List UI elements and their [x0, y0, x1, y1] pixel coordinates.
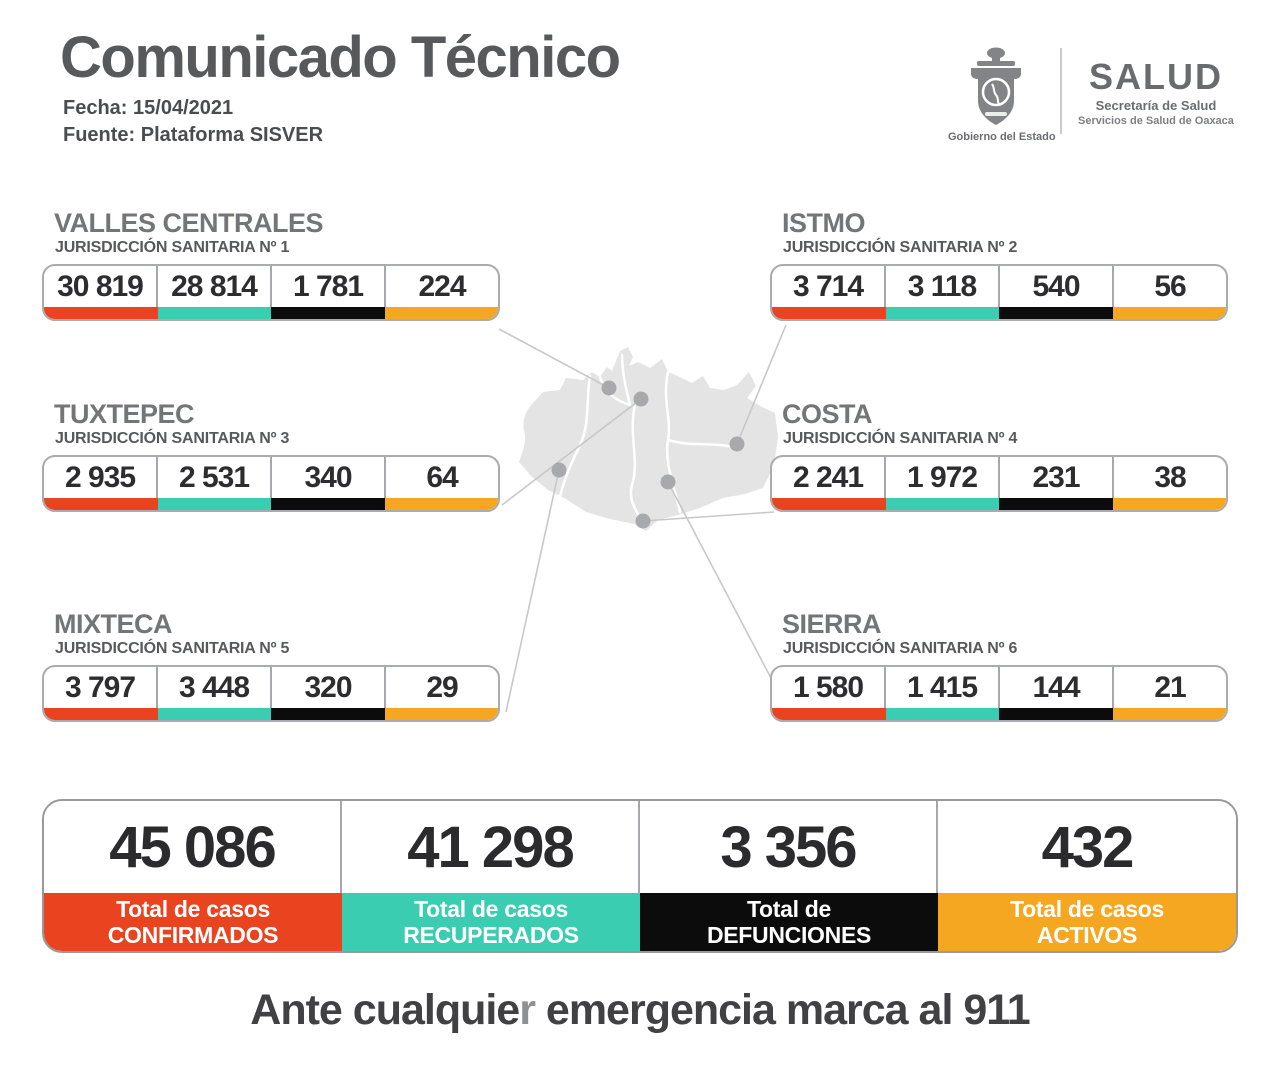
stats-row — [44, 457, 498, 498]
confirmed-total-label: Total de casos CONFIRMADOS — [44, 893, 342, 951]
active-count: 64 — [384, 457, 498, 498]
active-count: 21 — [1112, 667, 1226, 708]
region-jurisdiction: JURISDICCIÓN SANITARIA Nº 4 — [783, 430, 1018, 447]
stats-row — [772, 667, 1226, 708]
category-color-strip — [44, 498, 498, 510]
region-name: ISTMO — [782, 208, 865, 238]
region-istmo — [770, 208, 1228, 321]
region-name: SIERRA — [782, 609, 882, 639]
region-stats-card — [770, 665, 1228, 722]
region-jurisdiction: JURISDICCIÓN SANITARIA Nº 2 — [783, 239, 1018, 256]
region-jurisdiction: JURISDICCIÓN SANITARIA Nº 3 — [55, 430, 290, 447]
category-color-strip — [772, 498, 1226, 510]
state-crest-block — [948, 46, 1056, 143]
salud-tagline-2: Servicios de Salud de Oaxaca — [1078, 115, 1234, 127]
category-color-strip — [772, 708, 1226, 720]
region-jurisdiction: JURISDICCIÓN SANITARIA Nº 6 — [783, 640, 1018, 657]
confirmed-count: 30 819 — [57, 269, 143, 303]
region-name: TUXTEPEC — [54, 399, 195, 429]
category-color-strip — [44, 307, 498, 319]
region-name: VALLES CENTRALES — [54, 208, 324, 238]
region-jurisdiction: JURISDICCIÓN SANITARIA Nº 5 — [55, 640, 290, 657]
recovered-count: 1 972 — [884, 457, 998, 498]
confirmed-count: 2 241 — [792, 460, 864, 494]
salud-logo — [948, 46, 1234, 143]
region-stats-card — [770, 455, 1228, 512]
active-total-label: Total de casos ACTIVOS — [938, 893, 1236, 951]
logo-divider — [1060, 48, 1062, 134]
recovered-total-value: 41 298 — [342, 801, 640, 893]
region-stats-card — [42, 455, 500, 512]
salud-name: SALUD — [1088, 56, 1223, 97]
active-count: 38 — [1112, 457, 1226, 498]
header-meta — [63, 95, 323, 149]
category-color-strip — [772, 307, 1226, 319]
confirmed-count: 1 580 — [792, 670, 864, 704]
recovered-total-label: Total de casos RECUPERADOS — [342, 893, 640, 951]
stats-row — [44, 266, 498, 307]
deaths-total-value: 3 356 — [640, 801, 938, 893]
active-count: 56 — [1112, 266, 1226, 307]
stats-row — [772, 457, 1226, 498]
date-label: Fecha: 15/04/2021 — [63, 97, 234, 119]
deaths-count: 340 — [270, 457, 384, 498]
confirmed-count: 2 935 — [64, 460, 136, 494]
region-sierra — [770, 609, 1228, 722]
statewide-totals-card — [42, 799, 1238, 953]
region-valles-centrales — [42, 208, 500, 321]
region-mixteca — [42, 609, 500, 722]
active-count: 29 — [384, 667, 498, 708]
recovered-count: 28 814 — [156, 266, 270, 307]
region-name: MIXTECA — [54, 609, 172, 639]
deaths-total-label: Total de DEFUNCIONES — [640, 893, 938, 951]
deaths-count: 1 781 — [270, 266, 384, 307]
salud-tagline-1: Secretaría de Salud — [1095, 98, 1217, 113]
recovered-count: 3 118 — [884, 266, 998, 307]
page-title: Comunicado Técnico — [60, 25, 620, 90]
region-name: COSTA — [782, 399, 872, 429]
stats-row — [772, 266, 1226, 307]
active-total-value: 432 — [938, 801, 1236, 893]
confirmed-count: 3 797 — [64, 670, 136, 704]
emergency-message: Ante cualquier emergencia marca al 911 — [250, 986, 1030, 1034]
region-stats-card — [42, 665, 500, 722]
oaxaca-state-crest-icon — [965, 46, 1027, 128]
deaths-count: 144 — [998, 667, 1112, 708]
stats-row — [44, 667, 498, 708]
active-count: 224 — [384, 266, 498, 307]
confirmed-count: 3 714 — [792, 269, 864, 303]
salud-wordmark — [1078, 46, 1234, 127]
recovered-count: 1 415 — [884, 667, 998, 708]
deaths-count: 231 — [998, 457, 1112, 498]
region-costa — [770, 399, 1228, 512]
region-stats-card — [770, 264, 1228, 321]
confirmed-total-value: 45 086 — [44, 801, 342, 893]
region-stats-card — [42, 264, 500, 321]
recovered-count: 2 531 — [156, 457, 270, 498]
government-label: Gobierno del Estado — [948, 131, 1056, 143]
region-tuxtepec — [42, 399, 500, 512]
recovered-count: 3 448 — [156, 667, 270, 708]
source-label: Fuente: Plataforma SISVER — [63, 124, 324, 146]
category-color-strip — [44, 708, 498, 720]
deaths-count: 540 — [998, 266, 1112, 307]
region-jurisdiction: JURISDICCIÓN SANITARIA Nº 1 — [55, 239, 290, 256]
deaths-count: 320 — [270, 667, 384, 708]
